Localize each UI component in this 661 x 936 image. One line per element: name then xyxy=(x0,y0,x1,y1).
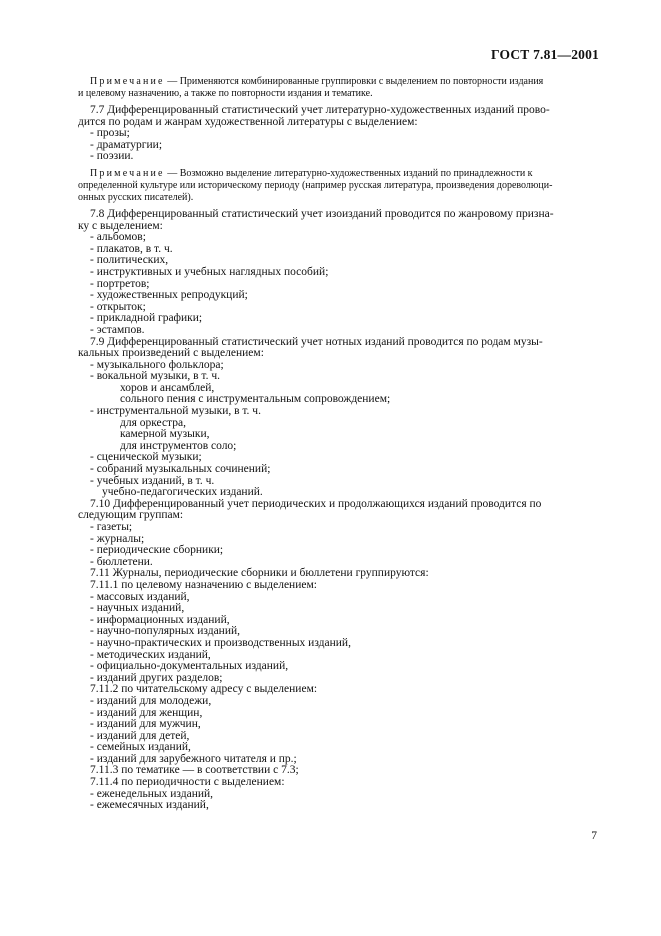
section-7-7-line-2: дится по родам и жанрам художественной литературы с выделением: xyxy=(78,115,418,128)
list-item: - информационных изданий, xyxy=(90,613,230,626)
list-item: - изданий для мужчин, xyxy=(90,718,201,731)
list-item: - семейных изданий, xyxy=(90,741,191,754)
list-subitem: сольного пения с инструментальным сопровождением; xyxy=(120,393,391,406)
list-subitem: учебно-педагогических изданий. xyxy=(102,486,263,499)
list-item: - изданий для молодежи, xyxy=(90,694,212,707)
list-item: - инструментальной музыки, в т. ч. xyxy=(90,405,261,418)
note-2-line-2: определенной культуре или историческому периоду (например русская литература, произведения дореволюци- xyxy=(78,179,553,191)
list-item: - ежемесячных изданий, xyxy=(90,799,209,812)
list-item: - газеты; xyxy=(90,521,133,533)
section-7-11-3-heading: 7.11.3 по тематике — в соответствии с 7.3; xyxy=(90,764,299,777)
list-item: - плакатов, в т. ч. xyxy=(90,242,173,255)
section-7-9-line-2: кальных произведений с выделением: xyxy=(78,347,264,360)
section-7-9 xyxy=(78,335,600,499)
list-item: - периодические сборники; xyxy=(90,544,224,557)
list-item: - эстампов. xyxy=(90,323,145,336)
section-7-11 xyxy=(90,568,600,811)
note-2 xyxy=(78,167,600,204)
list-item: - методических изданий, xyxy=(90,648,211,661)
note-1-line-2: и целевому назначению, а также по повторности издания и тематике. xyxy=(78,88,373,99)
list-item: - изданий других разделов; xyxy=(90,671,223,684)
list-item: - музыкального фольклора; xyxy=(90,358,224,371)
note-2-line-3: онных русских писателей). xyxy=(78,191,194,203)
list-item: - изданий для детей, xyxy=(90,729,190,742)
note-1-line-1: Применяются комбинированные группировки с выделением по повторности издания xyxy=(179,76,544,87)
list-item: - прикладной графики; xyxy=(90,312,203,325)
list-item: - альбомов; xyxy=(90,231,146,244)
section-7-10-line-2: следующим группам: xyxy=(78,509,184,522)
list-item: - открыток; xyxy=(90,300,146,313)
section-7-11-intro: 7.11 Журналы, периодические сборники и бюллетени группируются: xyxy=(90,567,429,580)
note-label: Примечание xyxy=(90,167,165,179)
section-7-8-line-2: ку с выделением: xyxy=(78,219,163,232)
document-header: ГОСТ 7.81—2001 xyxy=(491,47,599,62)
note-label: Примечание xyxy=(90,76,165,87)
list-subitem: хоров и ансамблей, xyxy=(120,381,215,394)
list-subitem: камерной музыки, xyxy=(120,428,210,441)
list-item: - драматургии; xyxy=(90,138,163,151)
list-item: - вокальной музыки, в т. ч. xyxy=(90,370,221,383)
list-item: - собраний музыкальных сочинений; xyxy=(90,463,271,476)
list-item: - поэзии. xyxy=(90,150,134,163)
page-content xyxy=(78,76,600,812)
list-item: - прозы; xyxy=(90,127,130,140)
list-item: - научно-популярных изданий, xyxy=(90,625,241,638)
note-2-line-1: Возможно выделение литературно-художественных изданий по принадлежности к xyxy=(179,167,533,179)
note-dash: — xyxy=(164,76,180,87)
list-item: - официально-документальных изданий, xyxy=(90,660,289,673)
section-7-9-line-1: 7.9 Дифференцированный статистический учет нотных изданий проводится по родам музы- xyxy=(90,335,543,348)
note-dash: — xyxy=(164,167,180,179)
list-item: - журналы; xyxy=(90,532,145,545)
section-7-8 xyxy=(78,207,600,337)
section-7-7 xyxy=(78,104,600,163)
section-7-11-2-heading: 7.11.2 по читательскому адресу с выделением: xyxy=(90,683,318,696)
list-item: - учебных изданий, в т. ч. xyxy=(90,474,215,487)
list-item: - массовых изданий, xyxy=(90,590,190,603)
section-7-7-line-1: 7.7 Дифференцированный статистический учет литературно-художественных изданий прово- xyxy=(90,104,550,116)
section-7-10 xyxy=(78,497,600,569)
list-item: - изданий для зарубежного читателя и пр.; xyxy=(90,752,297,765)
section-7-11-1-heading: 7.11.1 по целевому назначению с выделением: xyxy=(90,578,317,591)
list-item: - изданий для женщин, xyxy=(90,706,203,719)
list-item: - научно-практических и производственных изданий, xyxy=(90,636,351,649)
list-item: - инструктивных и учебных наглядных пособий; xyxy=(90,265,329,278)
list-item: - политических, xyxy=(90,254,169,267)
list-item: - бюллетени. xyxy=(90,555,153,568)
list-item: - художественных репродукций; xyxy=(90,289,248,302)
list-item: - научных изданий, xyxy=(90,602,185,615)
list-subitem: для оркестра, xyxy=(120,416,186,429)
note-1 xyxy=(78,76,600,100)
list-item: - портретов; xyxy=(90,277,150,290)
section-7-10-line-1: 7.10 Дифференцированный учет периодических и продолжающихся изданий проводится по xyxy=(90,497,542,510)
list-item: - сценической музыки; xyxy=(90,451,202,464)
section-7-11-4-heading: 7.11.4 по периодичности с выделением: xyxy=(90,776,285,789)
list-item: - еженедельных изданий, xyxy=(90,787,214,800)
list-subitem: для инструментов соло; xyxy=(120,439,237,452)
section-7-8-line-1: 7.8 Дифференцированный статистический учет изоизданий проводится по жанровому призна- xyxy=(90,207,554,220)
page-number: 7 xyxy=(591,830,597,842)
